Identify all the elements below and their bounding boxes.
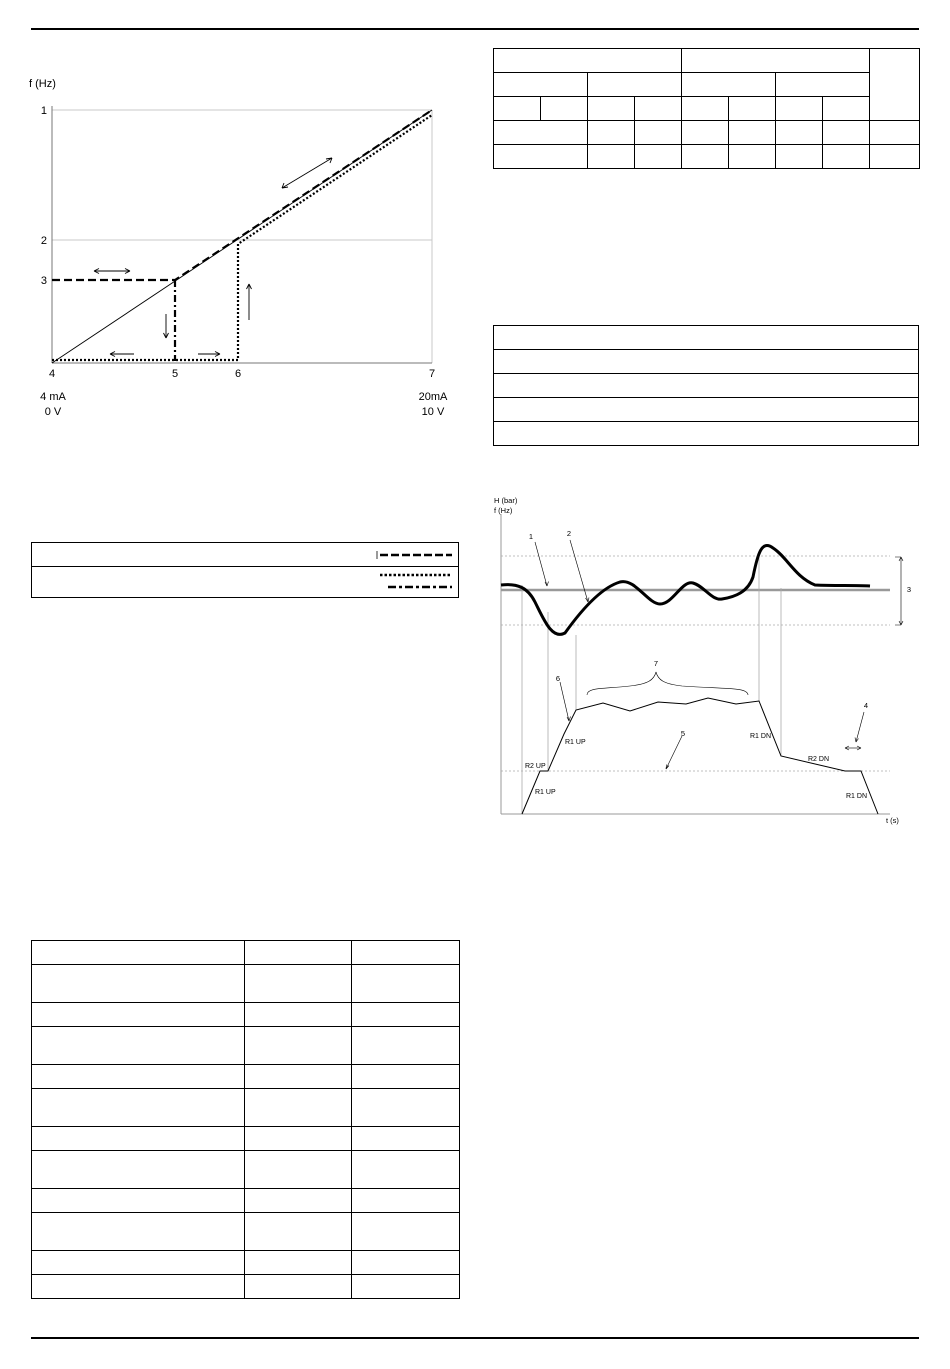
chart2-ylabel-frequency: f (Hz) [494, 506, 513, 515]
callout-5: 5 [680, 729, 686, 738]
y-marker-2: 2 [40, 235, 47, 247]
label-r1-dn-lower: R1 DN [846, 793, 868, 800]
table-row [494, 422, 919, 446]
table-row [32, 1151, 460, 1189]
chart2-ylabel-pressure: H (bar) [494, 496, 518, 505]
table-row [494, 145, 920, 169]
pressure-time-chart [490, 492, 920, 832]
right-matrix-table [493, 48, 920, 169]
frequency-input-chart [20, 70, 460, 430]
table-row [32, 1275, 460, 1299]
callout-3: 3 [906, 585, 912, 594]
label-r1-up-upper: R1 UP [565, 739, 586, 746]
table-row [32, 1251, 460, 1275]
table-row [494, 49, 920, 73]
footer-rule [31, 1337, 919, 1339]
tolerance-band-lines [501, 556, 890, 771]
dotted-series-line [52, 115, 432, 360]
y-marker-3: 3 [40, 275, 47, 287]
callout-4: 4 [863, 701, 869, 710]
callout-1: 1 [528, 532, 534, 541]
x-left-label-voltage: 0 V [44, 406, 62, 418]
legend-row-1 [32, 543, 459, 567]
chart1-direction-arrows [94, 158, 332, 357]
y-marker-1: 1 [40, 105, 47, 117]
x-marker-4: 4 [48, 368, 56, 380]
table-row [494, 97, 920, 121]
x-marker-5: 5 [171, 368, 179, 380]
chart2-callout-lines [535, 540, 903, 769]
x-right-label-current: 20mA [418, 391, 448, 403]
dashed-series-line [52, 110, 432, 280]
callout-7: 7 [653, 659, 659, 668]
label-r1-dn-upper: R1 DN [750, 733, 772, 740]
table-row [32, 1003, 460, 1027]
x-left-label-current: 4 mA [40, 391, 66, 403]
table-row [494, 398, 919, 422]
table-row [32, 965, 460, 1003]
table-row [32, 1065, 460, 1089]
header-rule [31, 28, 919, 30]
table-row [494, 73, 920, 97]
x-marker-7: 7 [428, 368, 436, 380]
left-parameter-table [31, 940, 460, 1299]
table-row [494, 374, 919, 398]
legend-row-2 [32, 567, 459, 598]
table-row [32, 1189, 460, 1213]
label-r2-up: R2 UP [525, 763, 546, 770]
table-row [32, 1127, 460, 1151]
table-row [494, 326, 919, 350]
legend-dash-dot-line-sample [386, 583, 454, 591]
table-row [494, 121, 920, 145]
table-row [32, 1213, 460, 1251]
right-list-table [493, 325, 919, 446]
callout-6: 6 [555, 674, 561, 683]
line-style-legend-table [31, 542, 459, 598]
label-r1-up-lower: R1 UP [535, 789, 556, 796]
table-row [32, 941, 460, 965]
chart1-ylabel: f (Hz) [29, 78, 56, 90]
chart2-xlabel: t (s) [886, 816, 899, 825]
table-row [32, 1089, 460, 1127]
legend-dotted-line-sample [378, 571, 454, 579]
legend-dashed-line-sample [376, 550, 454, 560]
table-row [494, 350, 919, 374]
x-marker-6: 6 [234, 368, 242, 380]
label-r2-dn: R2 DN [808, 756, 830, 763]
x-right-label-voltage: 10 V [421, 406, 445, 418]
table-row [32, 1027, 460, 1065]
callout-2: 2 [566, 529, 572, 538]
